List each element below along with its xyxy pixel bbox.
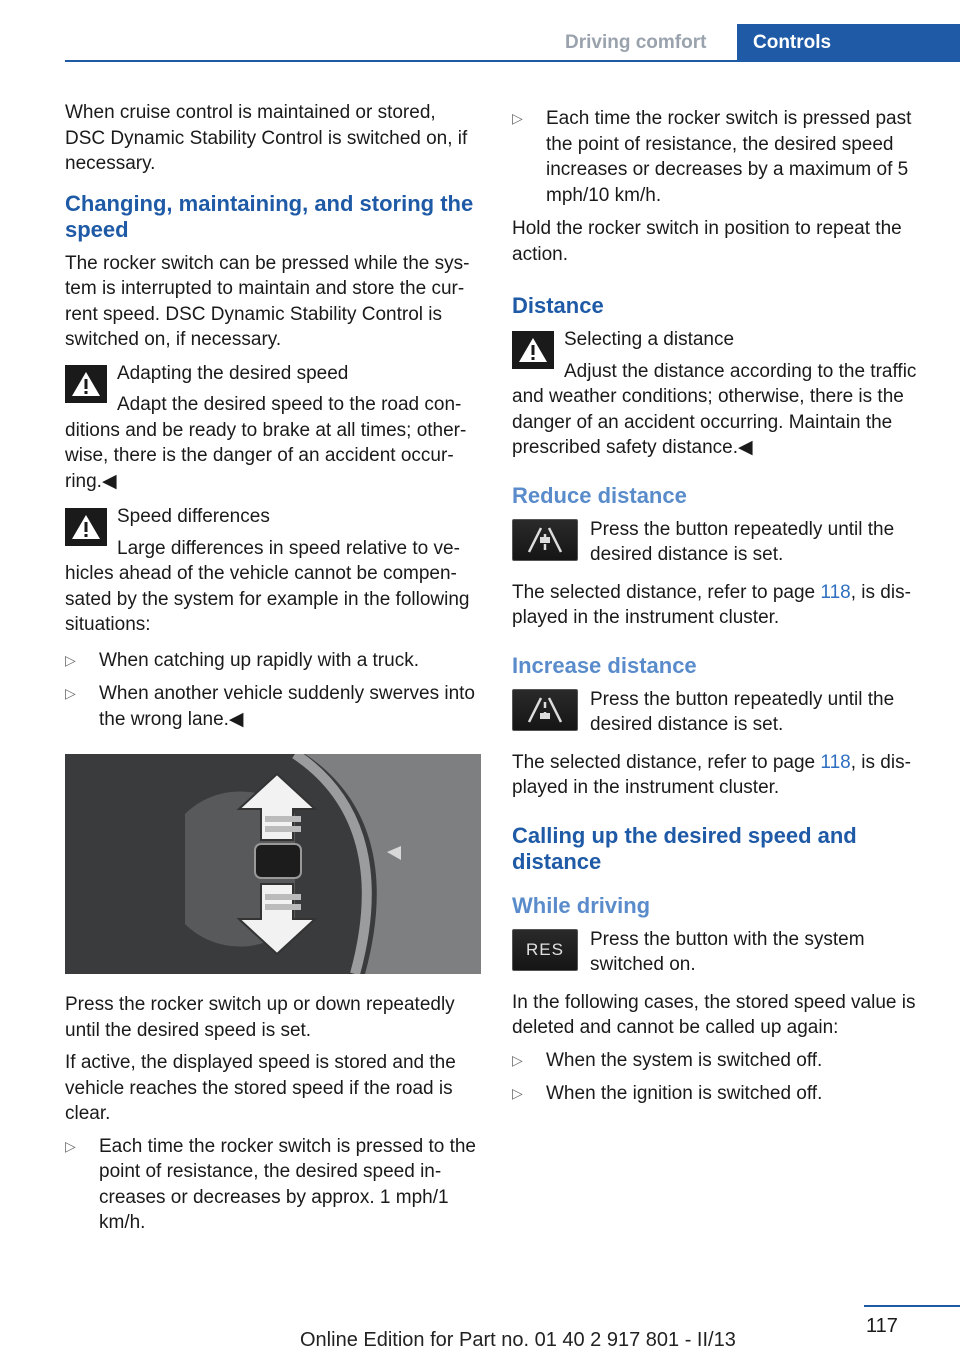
right-column <box>512 100 932 1115</box>
res-label: RES <box>526 939 564 959</box>
list-marker-icon: ▷ <box>512 110 523 126</box>
list-item <box>512 1081 932 1107</box>
reference-text: The selected distance, refer to page <box>512 751 821 773</box>
header-tab-controls: Controls <box>737 24 960 62</box>
warning-title: Speed differences <box>117 506 270 527</box>
intro-paragraph: When cruise control is maintained or stored, DSC Dynamic Stability Control is switched on, if necessary. <box>65 102 468 174</box>
increase-distance-text: Press the button repeatedly until the desired distance is set. <box>590 688 895 735</box>
left-column <box>65 100 481 1244</box>
page-number: 117 <box>866 1315 898 1337</box>
list-item-text: When catching up rapidly with a truck. <box>99 649 419 671</box>
page-number-rule <box>864 1305 960 1307</box>
warning-selecting-distance <box>512 327 932 461</box>
stored-speed-paragraph: If active, the displayed speed is stored and the vehicle reaches the stored speed if the road is clear. <box>65 1052 456 1124</box>
hold-rocker-paragraph: Hold the rocker switch in position to repeat the action. <box>512 218 902 265</box>
list-marker-icon: ▷ <box>65 1137 76 1154</box>
list-item-text: Each time the rocker switch is pressed to the point of resistance, the desired speed increases or decreases by approx. 1 mph/1 km/h. <box>99 1135 476 1233</box>
section-heading-changing-speed: Changing, maintaining, and storing the speed <box>65 190 474 242</box>
warning-body: Adjust the distance according to the traffic and weather conditions; otherwise, there is the danger of an accident occurring. Maintain the prescribed safety distance.◀ <box>512 360 917 458</box>
press-rocker-paragraph: Press the rocker switch up or down repeatedly until the desired speed is set. <box>65 994 455 1041</box>
subheading-increase-distance: Increase distance <box>512 652 697 678</box>
cases-paragraph: In the following cases, the stored speed value is deleted and cannot be called up again: <box>512 991 916 1038</box>
list-item <box>512 1048 932 1074</box>
increase-distance-reference <box>512 750 932 801</box>
reduce-distance-block <box>512 517 932 568</box>
warning-title: Adapting the desired speed <box>117 362 349 384</box>
list-item <box>65 681 481 732</box>
section-heading-distance: Distance <box>512 293 604 318</box>
list-item-text: When the ignition is switched off. <box>546 1083 823 1104</box>
steering-wheel-rocker-switch-image <box>65 754 481 974</box>
increase-distance-block <box>512 687 932 738</box>
reference-text: The selected distance, refer to page <box>512 581 821 603</box>
warning-adapting-speed <box>65 361 481 495</box>
list-item-text: Each time the rocker switch is pressed past the point of resistance, the desired speed increases or decreases by a maximum of 5 mph/10 km/h. <box>546 108 912 206</box>
warning-title: Selecting a distance <box>564 329 735 350</box>
warning-body: Large differences in speed relative to vehicles ahead of the vehicle cannot be compensated by the system for example in the following situations: <box>65 537 470 635</box>
list-item <box>512 106 932 208</box>
header-rule <box>65 60 960 62</box>
warning-triangle-icon <box>65 365 107 403</box>
section-heading-calling-up: Calling up the desired speed and distance <box>512 822 857 874</box>
reference-text: , is displayed in the instrument cluster. <box>512 751 911 798</box>
reference-text: , is displayed in the instrument cluster. <box>512 581 911 628</box>
res-button-block <box>512 927 932 978</box>
reduce-distance-reference <box>512 580 932 631</box>
list-item <box>65 1134 481 1236</box>
res-button-icon <box>512 929 578 971</box>
subheading-reduce-distance: Reduce distance <box>512 482 687 508</box>
list-marker-icon: ▷ <box>512 1085 523 1101</box>
header-section-label: Driving comfort <box>565 32 707 53</box>
reduce-distance-text: Press the button repeatedly until the desired distance is set. <box>590 518 895 565</box>
list-item-text: When another vehicle suddenly swerves into the wrong lane.◀ <box>99 683 475 730</box>
warning-speed-differences <box>65 504 481 638</box>
page-link-118[interactable]: 118 <box>820 581 851 603</box>
list-marker-icon: ▷ <box>65 651 76 668</box>
list-marker-icon: ▷ <box>65 685 76 701</box>
warning-body: Adapt the desired speed to the road conditions and be ready to brake at all times; otherwise, there is the danger of an accident occurring.◀ <box>65 394 467 492</box>
list-item <box>65 648 481 674</box>
increase-distance-button-icon <box>512 689 578 731</box>
warning-triangle-icon <box>65 508 107 546</box>
page-link-118[interactable]: 118 <box>820 751 851 773</box>
edition-footer: Online Edition for Part no. 01 40 2 917 801 - II/13 <box>300 1329 736 1351</box>
list-marker-icon: ▷ <box>512 1051 523 1068</box>
rocker-switch-paragraph: The rocker switch can be pressed while the system is interrupted to maintain and store the current speed. DSC Dynamic Stability Control is switched on, if necessary. <box>65 252 470 350</box>
list-item-text: When the system is switched off. <box>546 1049 823 1071</box>
while-driving-text: Press the button with the system switched on. <box>590 928 865 975</box>
reduce-distance-button-icon <box>512 519 578 561</box>
warning-triangle-icon <box>512 331 554 369</box>
subheading-while-driving: While driving <box>512 892 651 918</box>
